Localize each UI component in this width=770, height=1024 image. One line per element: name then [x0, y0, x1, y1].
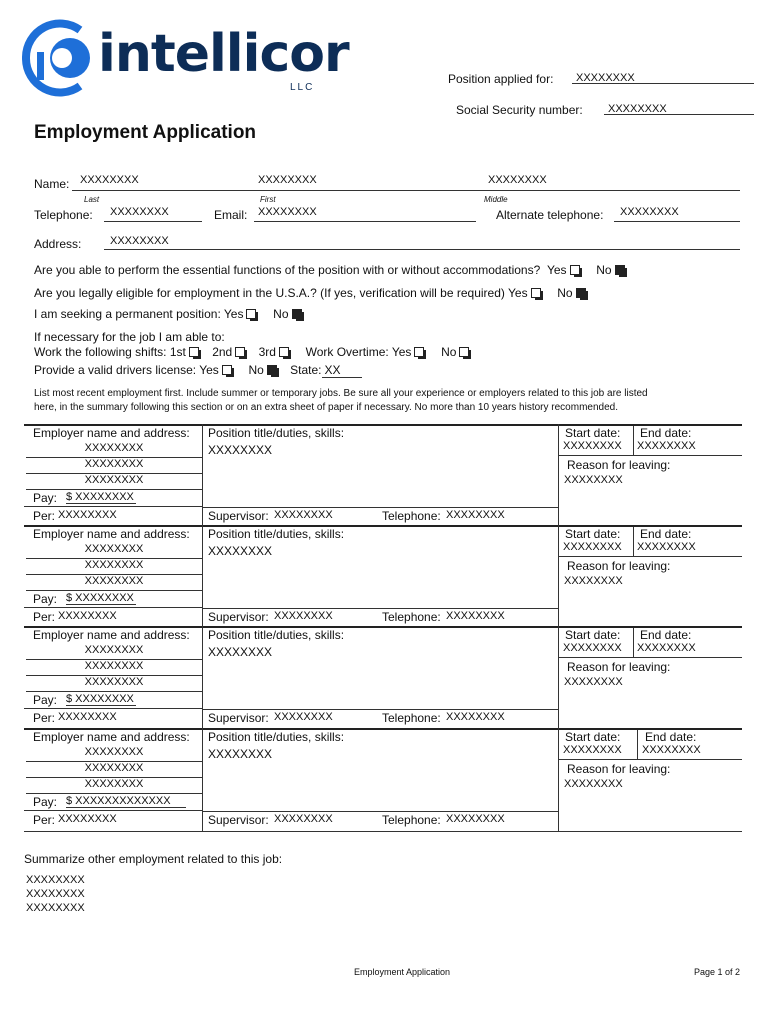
- employer-address-line[interactable]: XXXXXXXX: [84, 559, 144, 571]
- overtime-no-label: No: [441, 345, 457, 359]
- end-date-label: End date:: [640, 527, 692, 541]
- last-name-value[interactable]: XXXXXXXX: [80, 174, 139, 186]
- question-able-intro: If necessary for the job I am able to:: [34, 330, 225, 344]
- telephone-label: Telephone:: [382, 509, 441, 523]
- reason-value[interactable]: XXXXXXXX: [564, 575, 623, 587]
- summary-line-1[interactable]: XXXXXXXX: [26, 874, 85, 886]
- page-number: Page 1 of 2: [694, 967, 741, 977]
- company-logo: [22, 18, 349, 98]
- per-label: Per:: [33, 610, 56, 624]
- q2-no-label: No: [557, 286, 573, 300]
- shift-1st-checkbox[interactable]: [189, 347, 199, 357]
- logo-llc: LLC: [290, 82, 315, 93]
- supervisor-value[interactable]: XXXXXXXX: [274, 711, 333, 723]
- supervisor-value[interactable]: XXXXXXXX: [274, 813, 333, 825]
- pay-label: Pay:: [33, 795, 58, 809]
- telephone-label: Telephone:: [382, 711, 441, 725]
- address-value[interactable]: XXXXXXXX: [110, 235, 169, 247]
- position-value[interactable]: XXXXXXXX: [208, 747, 273, 761]
- name-label: Name:: [34, 177, 70, 191]
- end-date-label: End date:: [640, 426, 692, 440]
- position-label: Position title/duties, skills:: [208, 628, 345, 642]
- page-title: Employment Application: [34, 122, 257, 143]
- address-label: Address:: [34, 237, 82, 251]
- question-accommodations-text: Are you able to perform the essential functions of the position with or without accommodations?: [34, 263, 541, 277]
- state-label: State:: [290, 363, 322, 377]
- reason-value[interactable]: XXXXXXXX: [564, 676, 623, 688]
- overtime-no-checkbox[interactable]: [459, 347, 469, 357]
- q2-yes-checkbox[interactable]: [531, 288, 541, 298]
- position-applied-value: XXXXXXXX: [576, 72, 635, 84]
- end-date-label: End date:: [640, 628, 692, 642]
- shift-3rd-checkbox[interactable]: [279, 347, 289, 357]
- q3-yes-label: Yes: [223, 307, 244, 321]
- logo-text: intellicor: [98, 24, 349, 84]
- shift-2nd-label: 2nd: [212, 345, 233, 359]
- employer-address-line[interactable]: XXXXXXXX: [84, 778, 144, 790]
- start-date-value[interactable]: XXXXXXXX: [563, 744, 622, 756]
- first-caption: First: [260, 195, 276, 204]
- employer-address-line[interactable]: XXXXXXXX: [84, 474, 144, 486]
- q1-yes-checkbox[interactable]: [570, 265, 580, 275]
- question-eligibility-text: Are you legally eligible for employment in the U.S.A.? (If yes, verification will be required): [34, 286, 505, 300]
- reason-value[interactable]: XXXXXXXX: [564, 778, 623, 790]
- supervisor-value[interactable]: XXXXXXXX: [274, 610, 333, 622]
- last-caption: Last: [84, 195, 100, 204]
- question-accommodations: [34, 263, 625, 277]
- alt-telephone-label: Alternate telephone:: [496, 208, 604, 222]
- shift-2nd-checkbox[interactable]: [235, 347, 245, 357]
- end-date-value[interactable]: XXXXXXXX: [637, 440, 696, 452]
- telephone-value[interactable]: XXXXXXXX: [446, 610, 505, 622]
- shift-1st-label: 1st: [169, 345, 186, 359]
- email-value[interactable]: XXXXXXXX: [258, 206, 317, 218]
- employer-address-line[interactable]: XXXXXXXX: [84, 543, 144, 555]
- ssn-label: Social Security number:: [456, 103, 583, 117]
- q3-no-label: No: [273, 307, 289, 321]
- start-date-label: Start date:: [565, 426, 621, 440]
- telephone-label: Telephone:: [382, 610, 441, 624]
- ssn-value: XXXXXXXX: [608, 103, 667, 115]
- summary-line-3[interactable]: XXXXXXXX: [26, 902, 85, 914]
- pay-value[interactable]: $ XXXXXXXX: [66, 491, 136, 504]
- pay-value[interactable]: $ XXXXXXXX: [66, 592, 136, 605]
- employer-address-line[interactable]: XXXXXXXX: [84, 746, 144, 758]
- overtime-yes-label: Yes: [391, 345, 412, 359]
- position-label: Position title/duties, skills:: [208, 730, 345, 744]
- employer-label: Employer name and address:: [33, 628, 190, 642]
- per-value[interactable]: XXXXXXXX: [58, 610, 117, 622]
- q1-no-checkbox[interactable]: [615, 265, 625, 275]
- pay-label: Pay:: [33, 491, 58, 505]
- start-date-label: Start date:: [565, 730, 621, 744]
- employer-address-line[interactable]: XXXXXXXX: [84, 644, 144, 656]
- telephone-value[interactable]: XXXXXXXX: [446, 813, 505, 825]
- employer-address-line[interactable]: XXXXXXXX: [84, 762, 144, 774]
- telephone-label: Telephone:: [34, 208, 93, 222]
- start-date-value[interactable]: XXXXXXXX: [563, 642, 622, 654]
- license-yes-checkbox[interactable]: [222, 365, 232, 375]
- alt-telephone-value[interactable]: XXXXXXXX: [620, 206, 679, 218]
- instructions-line-2: here, in the summary following this section or on an extra sheet of paper if necessary. No more than 10 years history recommended.: [34, 402, 618, 413]
- start-date-label: Start date:: [565, 527, 621, 541]
- per-label: Per:: [33, 711, 56, 725]
- supervisor-label: Supervisor:: [208, 509, 269, 523]
- reason-value[interactable]: XXXXXXXX: [564, 474, 623, 486]
- position-applied-field[interactable]: [572, 68, 754, 84]
- license-no-label: No: [248, 363, 264, 377]
- per-value[interactable]: XXXXXXXX: [58, 711, 117, 723]
- employer-label: Employer name and address:: [33, 730, 190, 744]
- reason-label: Reason for leaving:: [567, 559, 671, 573]
- shift-3rd-label: 3rd: [258, 345, 276, 359]
- reason-label: Reason for leaving:: [567, 660, 671, 674]
- license-yes-label: Yes: [199, 363, 219, 377]
- question-permanent: [34, 307, 302, 321]
- per-value[interactable]: XXXXXXXX: [58, 509, 117, 521]
- per-value[interactable]: XXXXXXXX: [58, 813, 117, 825]
- first-name-value[interactable]: XXXXXXXX: [258, 174, 317, 186]
- employer-address-line[interactable]: XXXXXXXX: [84, 660, 144, 672]
- supervisor-label: Supervisor:: [208, 610, 269, 624]
- q2-yes-label: Yes: [508, 286, 528, 300]
- employer-address-line[interactable]: XXXXXXXX: [84, 442, 144, 454]
- license-label: Provide a valid drivers license:: [34, 363, 197, 377]
- employer-address-line[interactable]: XXXXXXXX: [84, 676, 144, 688]
- reason-label: Reason for leaving:: [567, 458, 671, 472]
- ssn-field[interactable]: [604, 99, 754, 115]
- position-label: Position title/duties, skills:: [208, 426, 345, 440]
- employer-address-line[interactable]: XXXXXXXX: [84, 575, 144, 587]
- pay-value[interactable]: $ XXXXXXXXXXXXX: [66, 795, 186, 808]
- question-permanent-text: I am seeking a permanent position:: [34, 307, 221, 321]
- middle-name-value[interactable]: XXXXXXXX: [488, 174, 547, 186]
- employer-address-line[interactable]: XXXXXXXX: [84, 458, 144, 470]
- pay-value[interactable]: $ XXXXXXXX: [66, 693, 136, 706]
- q1-no-label: No: [596, 263, 612, 277]
- footer-title: Employment Application: [354, 967, 451, 977]
- license-no-checkbox[interactable]: [267, 365, 277, 375]
- end-date-label: End date:: [645, 730, 697, 744]
- employer-label: Employer name and address:: [33, 527, 190, 541]
- position-value[interactable]: XXXXXXXX: [208, 645, 273, 659]
- telephone-value[interactable]: XXXXXXXX: [446, 711, 505, 723]
- position-value[interactable]: XXXXXXXX: [208, 443, 273, 457]
- telephone-label: Telephone:: [382, 813, 441, 827]
- email-label: Email:: [214, 208, 248, 222]
- summary-label: Summarize other employment related to this job:: [24, 852, 283, 866]
- telephone-value[interactable]: XXXXXXXX: [110, 206, 169, 218]
- middle-caption: Middle: [484, 195, 508, 204]
- start-date-label: Start date:: [565, 628, 621, 642]
- end-date-value[interactable]: XXXXXXXX: [637, 642, 696, 654]
- question-shifts: [34, 345, 469, 359]
- end-date-value[interactable]: XXXXXXXX: [642, 744, 701, 756]
- per-label: Per:: [33, 509, 56, 523]
- shifts-label: Work the following shifts:: [34, 345, 167, 359]
- instructions-line-1: List most recent employment first. Include summer or temporary jobs. Be sure all your experience or employers related to this job are listed: [34, 388, 648, 399]
- q1-yes-label: Yes: [546, 263, 567, 277]
- state-field[interactable]: [322, 363, 362, 378]
- start-date-value[interactable]: XXXXXXXX: [563, 440, 622, 452]
- table-bottom-border: [24, 831, 742, 832]
- pay-label: Pay:: [33, 693, 58, 707]
- q3-yes-checkbox[interactable]: [246, 309, 256, 319]
- position-value[interactable]: XXXXXXXX: [208, 544, 273, 558]
- position-applied-label: Position applied for:: [448, 72, 554, 86]
- question-license: [34, 363, 362, 378]
- employer-label: Employer name and address:: [33, 426, 190, 440]
- telephone-value[interactable]: XXXXXXXX: [446, 509, 505, 521]
- supervisor-label: Supervisor:: [208, 813, 269, 827]
- state-value: XX: [324, 363, 341, 377]
- per-label: Per:: [33, 813, 56, 827]
- overtime-yes-checkbox[interactable]: [414, 347, 424, 357]
- start-date-value[interactable]: XXXXXXXX: [563, 541, 622, 553]
- overtime-label: Work Overtime:: [305, 345, 389, 359]
- q3-no-checkbox[interactable]: [292, 309, 302, 319]
- summary-line-2[interactable]: XXXXXXXX: [26, 888, 85, 900]
- end-date-value[interactable]: XXXXXXXX: [637, 541, 696, 553]
- supervisor-value[interactable]: XXXXXXXX: [274, 509, 333, 521]
- q2-no-checkbox[interactable]: [576, 288, 586, 298]
- supervisor-label: Supervisor:: [208, 711, 269, 725]
- reason-label: Reason for leaving:: [567, 762, 671, 776]
- position-label: Position title/duties, skills:: [208, 527, 345, 541]
- pay-label: Pay:: [33, 592, 58, 606]
- question-eligibility: [34, 286, 586, 300]
